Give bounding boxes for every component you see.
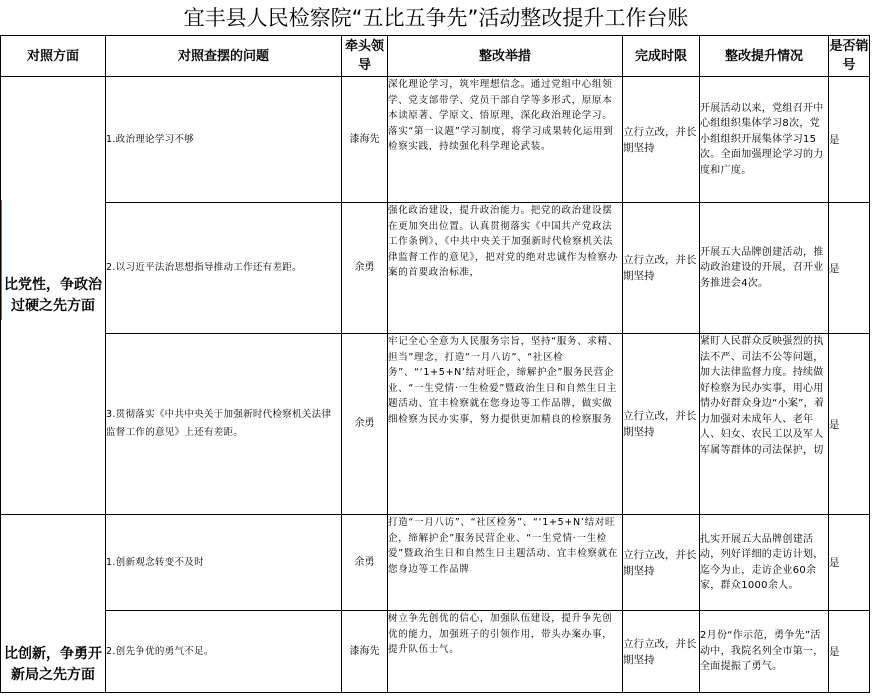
header-problem: 对照查摆的问题 — [106, 36, 342, 77]
leader-cell[interactable]: 漆海先 — [342, 611, 388, 693]
cancelled-cell[interactable]: 是 — [829, 611, 870, 693]
problem-cell[interactable]: 2.以习近平法治思想指导推动工作还有差距。 — [106, 203, 342, 334]
status-cell[interactable]: 开展五大品牌创建活动，推动政治建设的开展，召开业务推进会4次。 — [700, 203, 829, 334]
leader-cell[interactable]: 余勇 — [342, 334, 388, 515]
leader-cell[interactable]: 漆海先 — [342, 77, 388, 203]
cancelled-cell[interactable]: 是 — [829, 515, 870, 611]
deadline-cell[interactable]: 立行立改，并长期坚持 — [623, 77, 700, 203]
aspect-cell[interactable] — [1, 515, 106, 693]
status-cell[interactable]: 开展活动以来，党组召开中心组组织集体学习8次，党小组组织开展集体学习15次。全面加强理论学习的力度和广度。 — [700, 77, 829, 203]
cancelled-cell[interactable]: 是 — [829, 77, 870, 203]
deadline-cell[interactable]: 立行立改，并长期坚持 — [623, 334, 700, 515]
problem-cell[interactable]: 2.创先争优的勇气不足。 — [106, 611, 342, 693]
cancelled-cell[interactable]: 是 — [829, 334, 870, 515]
header-aspect: 对照方面 — [1, 36, 106, 77]
table-row[interactable] — [1, 77, 870, 203]
table-row[interactable] — [1, 515, 870, 611]
problem-cell[interactable]: 1.政治理论学习不够 — [106, 77, 342, 203]
deadline-cell[interactable]: 立行立改，并长期坚持 — [623, 203, 700, 334]
measures-cell[interactable]: 打造“一月八访”、“社区检务”、“‘1+5+N’结对旺企，缔解护企”服务民营企业、“一生党情·一生检爱”暨政治生日和自然生日主题活动、宜丰检察就在您身边等工作品牌 — [388, 515, 623, 611]
status-cell[interactable]: 2月份“作示范，勇争先”活动中，我院名列全市第一，全面提振了勇气。 — [700, 611, 829, 693]
deadline-cell[interactable]: 立行立改，并长期坚持 — [623, 611, 700, 693]
status-text: 紧盯人民群众反映强烈的执法不严、司法不公等问题，加大法律监督力度。持续做好检察为民办实事，用心用情办好群众身边“小案”，着力加强对未成年人、老年人、妇女、农民工以及军人军属等群体的司法保护，切 — [700, 336, 825, 456]
measures-cell[interactable]: 强化政治建设，提升政治能力。把党的政治建设摆在更加突出位置。认真贯彻落实《中国共产党政法工作条例》、《中共中央关于加强新时代检察机关法律监督工作的意见》，把对党的绝对忠诚作为检察办案的首要政治标准， — [388, 203, 623, 334]
leader-cell[interactable]: 余勇 — [342, 515, 388, 611]
page-title: 宜丰县人民检察院“五比五争先”活动整改提升工作台账 — [183, 6, 689, 30]
table-row[interactable] — [1, 203, 870, 334]
status-cell[interactable]: 扎实开展五大品牌创建活动，列好详细的走访计划，迄今为止，走访企业60余家，群众1000余人。 — [700, 515, 829, 611]
aspect-text: 比创新，争勇开新局之先方面 — [4, 646, 102, 683]
header-row — [1, 36, 870, 77]
cancelled-cell[interactable]: 是 — [829, 203, 870, 334]
table-row[interactable] — [1, 334, 870, 515]
header-status: 整改提升情况 — [700, 36, 829, 77]
header-leader: 牵头领导 — [342, 36, 388, 77]
measures-cell[interactable]: 树立争先创优的信心，加强队伍建设，提升争先创优的能力，加强班子的引领作用，带头办案办事，提升队伍士气。 — [388, 611, 623, 693]
table-row[interactable] — [1, 611, 870, 693]
header-measures: 整改举措 — [388, 36, 623, 77]
measures-cell[interactable]: 牢记全心全意为人民服务宗旨，坚持“服务、求精、担当”理念，打造“一月八访”、“社区检务”、“‘1+5+N’结对旺企，缔解护企”服务民营企业、“一生党情·一生检爱”暨政治生日和自然生日主题活动、宜丰检察就在您身边等工作品牌，做实做细检察为民办实事，努力提供更加精良的检察服务 — [388, 334, 623, 515]
aspect-cell[interactable]: 比党性，争政治过硬之先方面 — [1, 77, 106, 515]
ledger-table — [0, 35, 870, 693]
header-deadline: 完成时限 — [623, 36, 700, 77]
header-cancelled: 是否销号 — [829, 36, 870, 77]
status-cell[interactable] — [700, 334, 829, 515]
problem-cell[interactable]: 3.贯彻落实《中共中央关于加强新时代检察机关法律监督工作的意见》上还有差距。 — [106, 334, 342, 515]
leader-cell[interactable]: 余勇 — [342, 203, 388, 334]
deadline-cell[interactable]: 立行立改，并长期坚持 — [623, 515, 700, 611]
problem-cell[interactable]: 1.创新观念转变不及时 — [106, 515, 342, 611]
measures-cell[interactable]: 深化理论学习，筑牢理想信念。通过党组中心组领学、党支部带学、党员干部自学等多形式，原原本本读原著、学原文、悟原理，深化政治理论学习。落实“第一议题”学习制度，将学习成果转化运用到检察实践，持续强化科学理论武装。 — [388, 77, 623, 203]
